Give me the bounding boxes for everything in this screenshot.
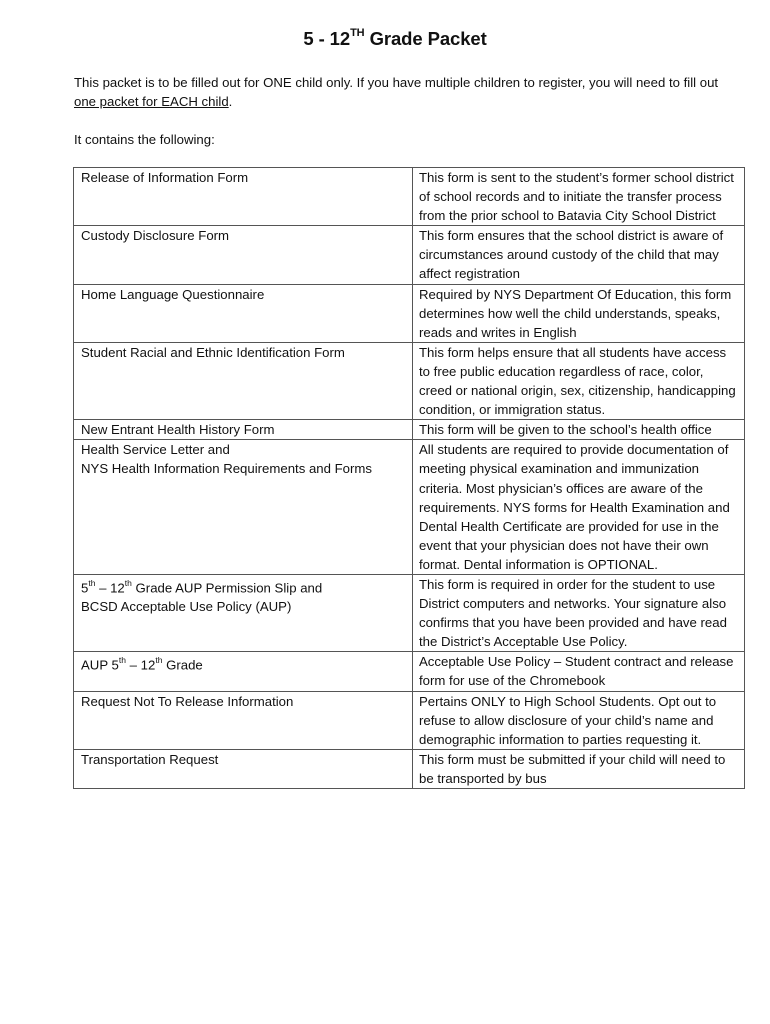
form-name: Release of Information Form [74, 168, 413, 226]
form-description: Pertains ONLY to High School Students. Opt out to refuse to allow disclosure of your child’s name and demographic information to parties requesting it. [413, 691, 745, 749]
form-name: Request Not To Release Information [74, 691, 413, 749]
form-name-superscript: th [155, 655, 163, 666]
forms-table [73, 167, 745, 789]
form-name-superscript: th [88, 577, 96, 588]
form-name: Custody Disclosure Form [74, 226, 413, 284]
table-row [74, 168, 745, 226]
table-row [74, 574, 745, 651]
form-name: Transportation Request [74, 749, 413, 788]
form-description: Required by NYS Department Of Education, this form determines how well the child understands, speaks, reads and writes in English [413, 284, 745, 342]
form-name-part: – 12 [125, 657, 156, 673]
intro-text-end: . [228, 94, 233, 109]
intro-paragraph [74, 73, 734, 111]
form-name-line: NYS Health Information Requirements and Forms [81, 461, 372, 477]
table-row [74, 440, 745, 575]
form-name-line: Health Service Letter and [81, 442, 230, 458]
form-description: This form will be given to the school’s health office [413, 420, 745, 440]
table-row [74, 420, 745, 440]
page-title [0, 28, 770, 50]
form-name-line: BCSD Acceptable Use Policy (AUP) [81, 599, 292, 615]
form-name-part: – 12 [95, 580, 125, 596]
form-description: This form is sent to the student’s former school district of school records and to initiate the transfer process from the prior school to Batavia City School District [413, 168, 745, 226]
form-name [74, 440, 413, 575]
title-rest: Grade Packet [364, 28, 487, 49]
form-description: This form must be submitted if your child will need to be transported by bus [413, 749, 745, 788]
form-description: Acceptable Use Policy – Student contract and release form for use of the Chromebook [413, 652, 745, 691]
form-name: Student Racial and Ethnic Identification Form [74, 342, 413, 419]
form-name-part: 5 [81, 580, 89, 596]
table-row [74, 342, 745, 419]
form-name [74, 574, 413, 651]
contains-label: It contains the following: [74, 132, 215, 147]
table-row [74, 652, 745, 691]
title-main: 5 - 12 [303, 28, 351, 49]
form-name-part: Grade [162, 657, 203, 673]
form-name-superscript: th [124, 577, 132, 588]
form-description: This form is required in order for the student to use District computers and networks. Your signature also confirms that you have been provided and have read the District’s Acceptable Use Policy. [413, 574, 745, 651]
form-name [74, 652, 413, 691]
table-row [74, 749, 745, 788]
intro-text: This packet is to be filled out for ONE child only. If you have multiple children to register, you will need to fill out [74, 75, 719, 90]
table-row [74, 691, 745, 749]
table-row [74, 284, 745, 342]
intro-underlined-text: one packet for EACH child [74, 94, 229, 109]
form-description: All students are required to provide documentation of meeting physical examination and immunization criteria. Most physician’s offices are aware of the requirements. NYS forms for Health Examination and Dental Health Certificate are provided for use in the event that your physician does not have their own format. Dental information is OPTIONAL. [413, 440, 745, 575]
table-row [74, 226, 745, 284]
form-name-part: Grade AUP Permission Slip and [131, 580, 323, 596]
form-name: Home Language Questionnaire [74, 284, 413, 342]
title-superscript: TH [350, 26, 365, 39]
form-name: New Entrant Health History Form [74, 420, 413, 440]
form-name-superscript: th [118, 655, 126, 666]
form-description: This form ensures that the school district is aware of circumstances around custody of the child that may affect registration [413, 226, 745, 284]
form-name-part: AUP 5 [81, 657, 119, 673]
form-description: This form helps ensure that all students have access to free public education regardless of race, color, creed or national origin, sex, citizenship, handicapping condition, or immigration status. [413, 342, 745, 419]
